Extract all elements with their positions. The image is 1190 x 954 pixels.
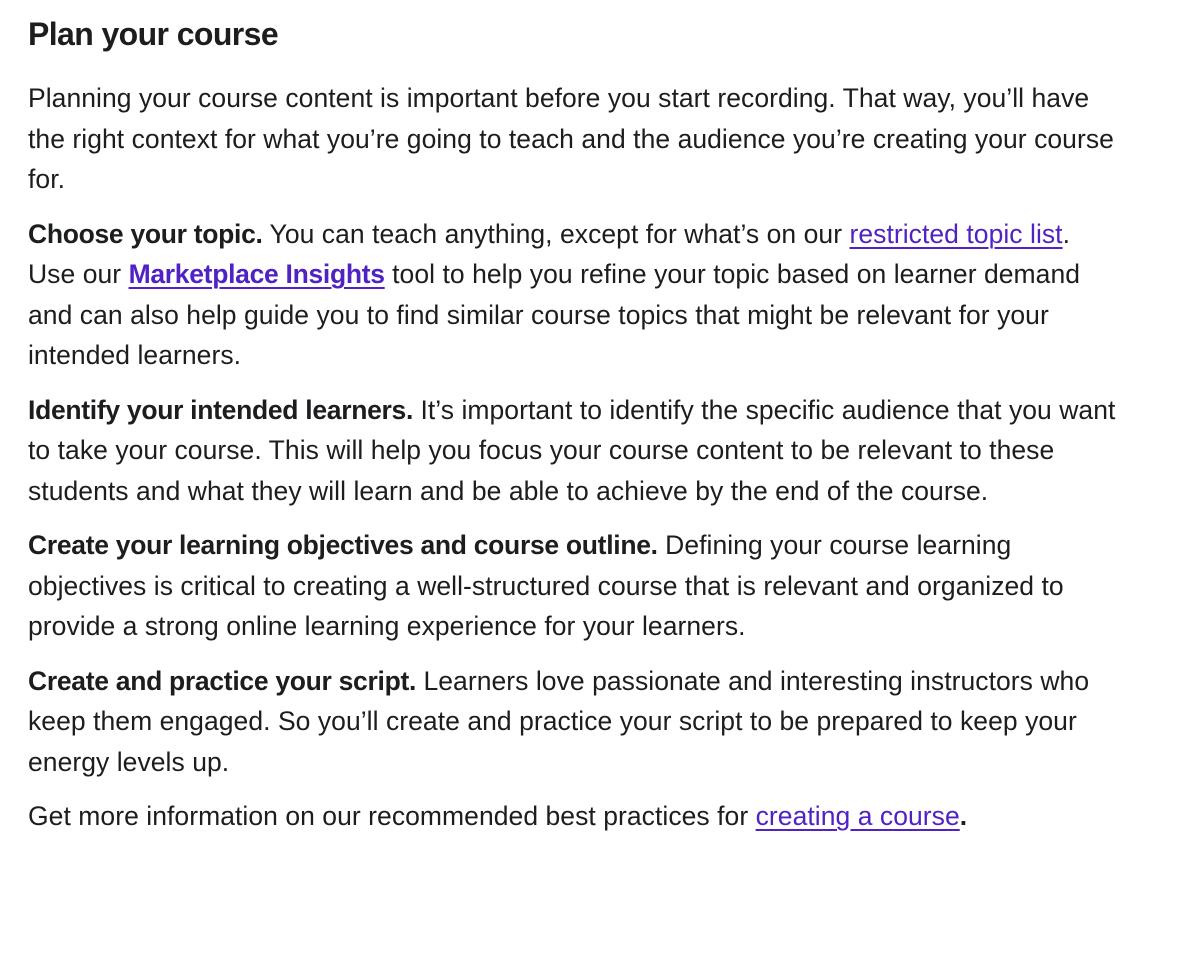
topic-text-1: You can teach anything, except for what’s on our xyxy=(262,218,850,249)
topic-text-2: . Use our xyxy=(28,218,1071,289)
objectives-paragraph xyxy=(28,525,1118,647)
objectives-heading: Create your learning objectives and course outline. xyxy=(28,530,658,560)
creating-a-course-link[interactable]: creating a course xyxy=(755,801,960,831)
topic-paragraph xyxy=(28,214,1118,376)
learners-text: It’s important to identify the specific audience that you want to take your course. This will help you focus your course content to be relevant to these students and what they will learn and be able to achieve by the end of the course. xyxy=(28,394,1116,506)
page-title: Plan your course xyxy=(28,16,279,52)
more-info-period: . xyxy=(959,801,967,831)
restricted-topic-list-link[interactable]: restricted topic list xyxy=(849,218,1063,249)
learners-paragraph xyxy=(28,390,1118,512)
topic-text-3: tool to help you refine your topic based on learner demand and can also help guide you to find similar course topics that might be relevant for your intended learners. xyxy=(28,259,1081,370)
objectives-text: Defining your course learning objectives is critical to creating a well-structured course that is relevant and organized to provide a strong online learning experience for your learners. xyxy=(28,530,1064,641)
script-text: Learners love passionate and interesting instructors who keep them engaged. So you’ll create and practice your script to be prepared to keep your energy levels up. xyxy=(28,665,1090,777)
learners-heading: Identify your intended learners. xyxy=(28,394,414,425)
script-paragraph xyxy=(28,661,1118,783)
more-info-text: Get more information on our recommended best practices for xyxy=(28,801,756,831)
script-heading: Create and practice your script. xyxy=(28,665,417,696)
marketplace-insights-link[interactable]: Marketplace Insights xyxy=(128,259,385,289)
intro-paragraph: Planning your course content is important before you start recording. That way, you’ll have the right context for what you’re going to teach and the audience you’re creating your course for. xyxy=(28,83,1114,194)
more-info-paragraph xyxy=(28,796,1118,837)
topic-heading: Choose your topic. xyxy=(28,218,263,249)
